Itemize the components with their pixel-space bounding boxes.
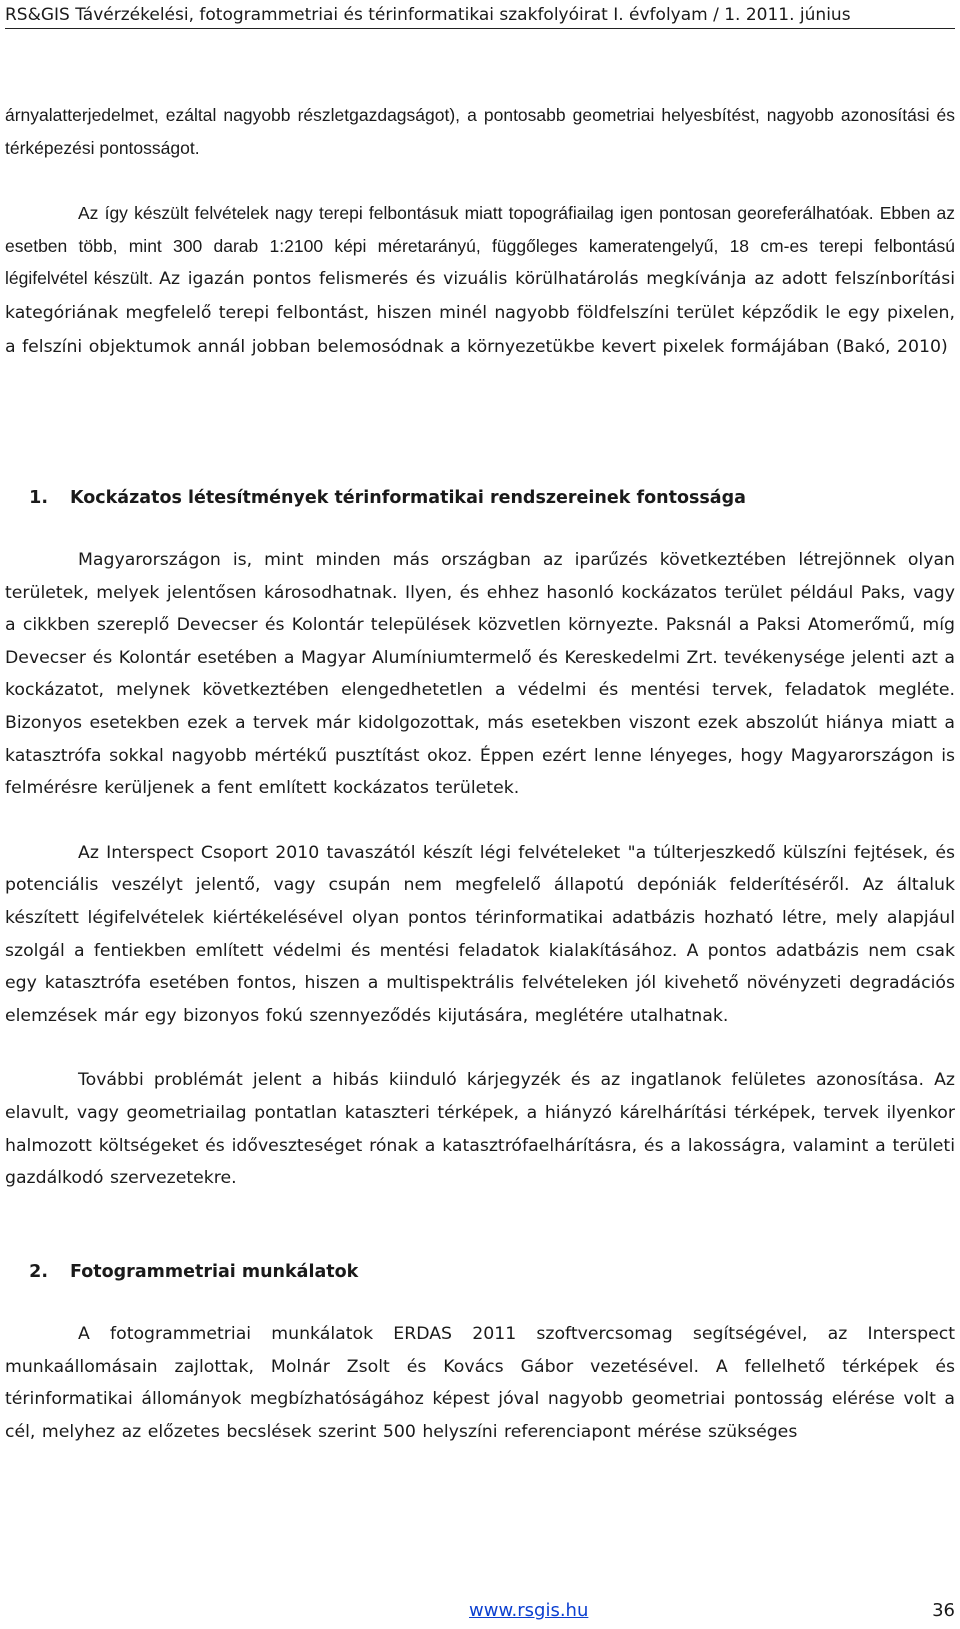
section-1-paragraph: További problémát jelent a hibás kiinduló kárjegyzék és az ingatlanok felületes azonosítása. Az elavult, vagy geometriailag pontatlan kataszteri térképek, a hiányzó kárelhárítási térképek, tervek ilyenkor halmozott költségeket és időveszteséget rónak a katasztrófaelhárításra, és a lakosságra, valamint a területi gazdálkodó szervezetekre. (5, 1070, 955, 1189)
section-1-paragraph: Magyarországon is, mint minden más országban az iparűzés következtében létrejönnek olyan területek, melyek jelentősen károsodhatnak. Ilyen, és ehhez hasonló kockázatos terület például Paks, vagy a cikkben szereplő Devecser és Kolontár települések közvetlen környezte. Paksnál a Paksi Atomerőmű, míg Devecser és Kolontár esetében a Magyar Alumíniumtermelő és Kereskedelmi Zrt. tevékenysége jelenti azt a kockázatot, melynek következtében elengedhetetlen a védelmi és mentési tervek, feladatok megléte. Bizonyos esetekben ezek a tervek már kidolgozottak, más esetekben viszont ezek abszolút hiánya miatt a katasztrófa sokkal nagyobb mértékű pusztítást okoz. Éppen ezért lenne lényeges, hogy Magyarországon is felmérésre kerüljenek a fent említett kockázatos területek. (5, 550, 955, 799)
intro-paragraph-part-b: Az igazán pontos felismerés és vizuális körülhatárolás megkívánja az adott felszínborítási kategóriának megfelelő terepi felbontást, hiszen minél nagyobb földfelszíni terület képződik le egy pixelen, a felszíni objektumok annál jobban belemosódnak a környezetükbe kevert pixelek formájában (Bakó, 2010) (5, 269, 955, 357)
section-2-paragraph: A fotogrammetriai munkálatok ERDAS 2011 szoftvercsomag segítségével, az Interspect munkaállomásain zajlottak, Molnár Zsolt és Kovács Gábor vezetésével. A fellelhető térképek és térinformatikai állományok megbízhatóságához képest jóval nagyobb geometriai pontosság elérése volt a cél, melyhez az előzetes becslések szerint 500 helyszíni referenciapont mérése szükséges (5, 1324, 955, 1442)
page-number: 36 (932, 1600, 955, 1621)
section-2-title: Fotogrammetriai munkálatok (70, 1262, 359, 1282)
section-1-paragraph: Az Interspect Csoport 2010 tavaszától készít légi felvételeket "a túlterjeszkedő külszíni fejtések, és potenciális veszélyt jelentő, vagy csupán nem megfelelő állapotú depóniák felderítéséről. Az általuk készített légifelvételek kiértékelésével olyan pontos térinformatikai adatbázis hozható létre, mely alapjául szolgál a fentiekben említett védelmi és mentési feladatok kialakításához. A pontos adatbázis nem csak egy katasztrófa esetében fontos, hiszen a multispektrális felvételeken jól kivehető növényzeti degradációs elemzések már egy bizonyos fokú szennyeződés kijutására, meglétére utalhatnak. (5, 842, 955, 1026)
journal-header: RS&GIS Távérzékelési, fotogrammetriai és térinformatikai szakfolyóirat I. évfolyam / 1. 2011. június (5, 4, 955, 29)
section-1-number: 1. (29, 488, 48, 508)
section-2 (5, 1260, 955, 1448)
section-2-number: 2. (29, 1262, 48, 1282)
intro-continuation-paragraph: árnyalatterjedelmet, ezáltal nagyobb részletgazdagságot), a pontosabb geometriai helyesbítést, nagyobb azonosítási és térképezési pontosságot. (5, 105, 955, 158)
website-link[interactable]: www.rsgis.hu (469, 1600, 589, 1621)
section-2-heading (5, 1260, 955, 1284)
intro-paragraph (5, 197, 955, 363)
intro-paragraph-part-a: Az így készült felvételek nagy terepi felbontásuk miatt topográfiailag igen pontosan georeferálhatóak. Ebben az esetben több, mint 300 darab 1:2100 képi méretarányú, függőleges kameratengelyű, 18 cm-es terepi felbontású légifelvétel készült. (5, 203, 955, 289)
section-1-title: Kockázatos létesítmények térinformatikai rendszereinek fontossága (70, 488, 746, 508)
section-1 (5, 486, 955, 1195)
intro-section (5, 99, 955, 363)
section-1-heading (5, 486, 955, 510)
